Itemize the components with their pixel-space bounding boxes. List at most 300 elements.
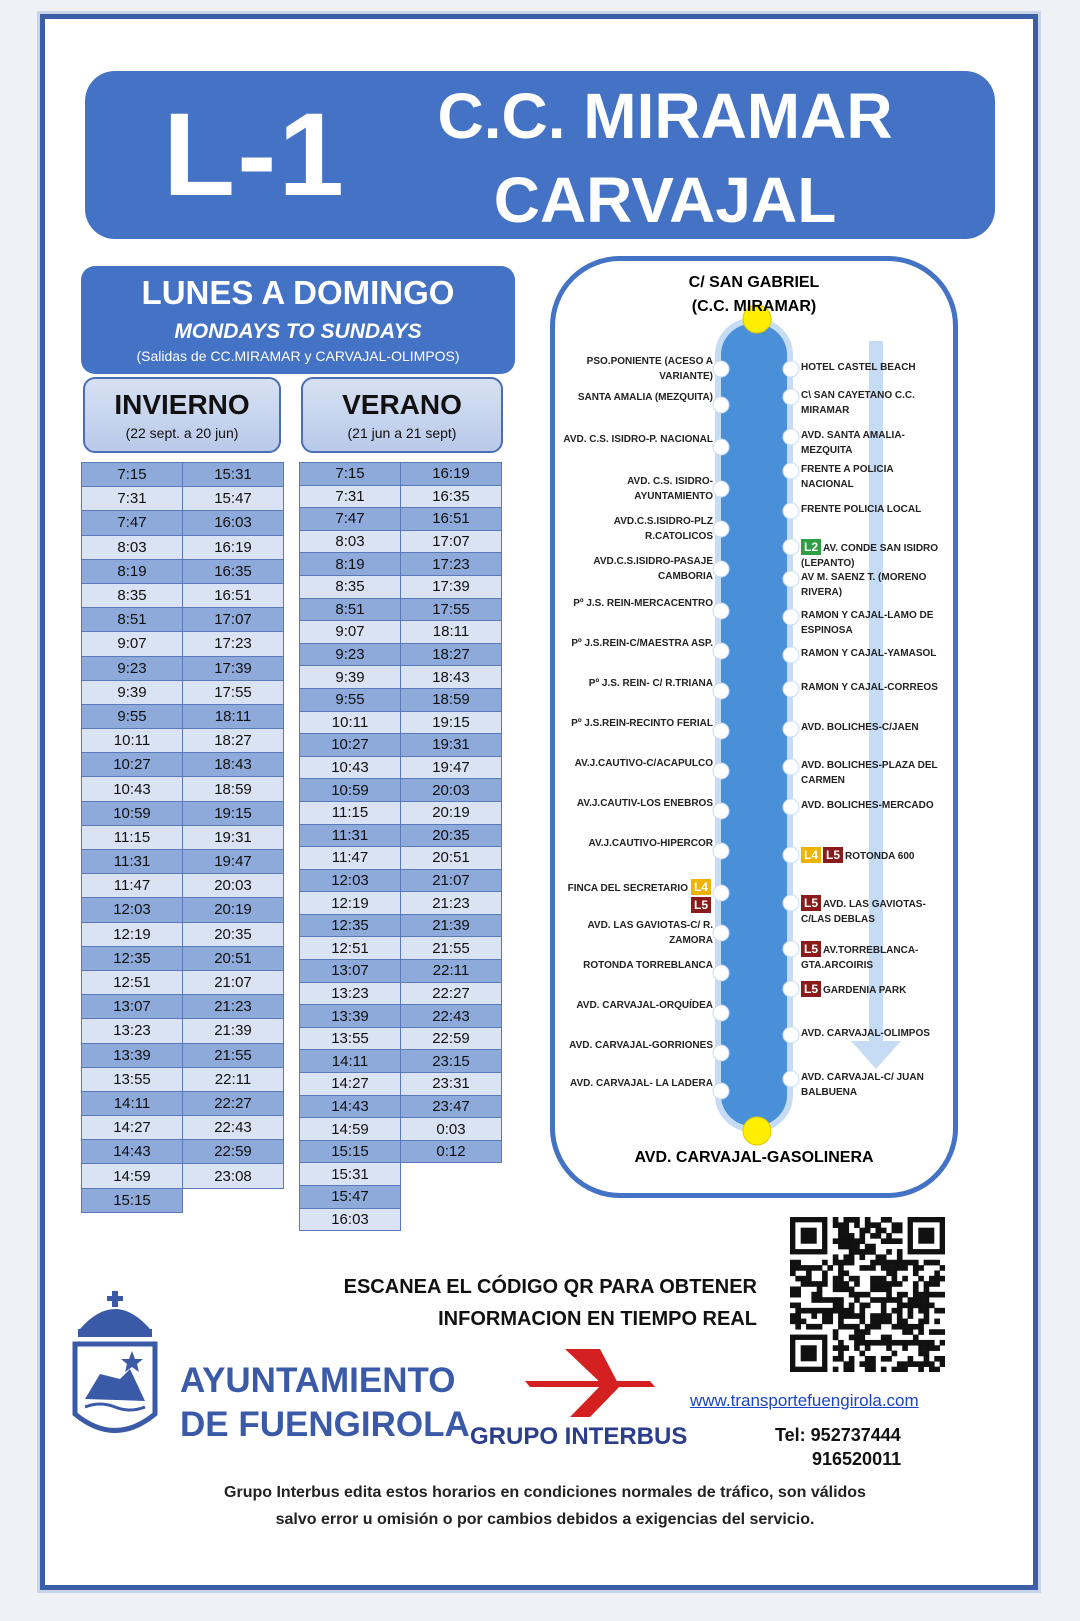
- stop-label: AVD. CARVAJAL-OLIMPOS: [801, 1028, 930, 1039]
- departure-time: 18:43: [401, 666, 502, 689]
- stop-label: AVD. CARVAJAL-ORQUÍDEA: [576, 1000, 713, 1011]
- stop-label: AVD. C.S. ISIDRO-P. NACIONAL: [563, 434, 713, 445]
- stop-marker: [713, 885, 729, 901]
- stop-label: AVD. SANTA AMALIA-MEZQUITA: [801, 430, 905, 456]
- departure-time: 12:19: [300, 892, 401, 915]
- departure-time: 16:51: [183, 583, 284, 607]
- table-row: [82, 1164, 284, 1188]
- departure-time: 10:59: [300, 779, 401, 802]
- departure-time: 9:07: [82, 632, 183, 656]
- stop-marker: [783, 981, 799, 997]
- departure-time: 20:19: [401, 801, 502, 824]
- table-row: [82, 1091, 284, 1115]
- departure-time: 17:39: [401, 575, 502, 598]
- stop-label: PSO.PONIENTE (ACESO A VARIANTE): [586, 356, 713, 382]
- departure-time: [183, 1188, 284, 1212]
- departure-time: 12:03: [300, 869, 401, 892]
- stop-label: SANTA AMALIA (MEZQUITA): [577, 392, 713, 403]
- table-row: [300, 847, 502, 870]
- table-row: [300, 1005, 502, 1028]
- departure-time: 15:31: [183, 463, 284, 487]
- departure-time: 16:19: [401, 463, 502, 486]
- stop-label: Pº J.S.REIN-RECINTO FERIAL: [571, 718, 713, 729]
- departure-time: 15:15: [300, 1140, 401, 1163]
- stop-label: ROTONDA TORREBLANCA: [583, 960, 713, 971]
- phone-1: Tel: 952737444: [775, 1425, 901, 1445]
- connection-badge: L2: [801, 539, 821, 555]
- stop-label: AVD. C.S. ISIDRO-AYUNTAMIENTO: [627, 476, 713, 502]
- table-row: [300, 688, 502, 711]
- table-row: [82, 583, 284, 607]
- municipality-name: AYUNTAMIENTO DE FUENGIROLA: [180, 1361, 470, 1444]
- table-row: [300, 553, 502, 576]
- table-row: [300, 530, 502, 553]
- interbus-name: GRUPO INTERBUS: [470, 1423, 688, 1450]
- departure-time: 23:31: [401, 1073, 502, 1096]
- stop-marker: [783, 571, 799, 587]
- stop-marker: [783, 759, 799, 775]
- stop-marker: [783, 503, 799, 519]
- table-row: [300, 1118, 502, 1141]
- service-days: [81, 266, 515, 374]
- stop-marker: [713, 925, 729, 941]
- coat-of-arms-icon: [70, 1289, 160, 1449]
- connection-badge: L5: [691, 897, 711, 913]
- departure-time: 17:55: [401, 598, 502, 621]
- connection-badge: L5: [801, 981, 821, 997]
- table-row: [300, 756, 502, 779]
- table-row: [82, 559, 284, 583]
- table-row: [82, 777, 284, 801]
- departure-time: 15:15: [82, 1188, 183, 1212]
- departure-time: 23:47: [401, 1095, 502, 1118]
- table-row: [82, 632, 284, 656]
- connection-badge: L5: [801, 941, 821, 957]
- departure-time: 22:59: [401, 1027, 502, 1050]
- departure-time: 18:27: [401, 643, 502, 666]
- summer-title: VERANO: [342, 389, 462, 420]
- stop-label: AV.J.CAUTIV-LOS ENEBROS: [576, 798, 713, 809]
- departure-time: 7:47: [300, 508, 401, 531]
- departure-time: 7:15: [82, 463, 183, 487]
- departure-time: 11:15: [300, 801, 401, 824]
- table-row: [300, 1073, 502, 1096]
- departure-time: 13:55: [300, 1027, 401, 1050]
- departure-time: 9:39: [82, 680, 183, 704]
- phone-2: 916520011: [812, 1449, 902, 1469]
- departure-time: 23:15: [401, 1050, 502, 1073]
- table-row: [82, 801, 284, 825]
- table-row: [82, 1043, 284, 1067]
- departure-time: 12:51: [300, 937, 401, 960]
- departure-time: 17:55: [183, 680, 284, 704]
- departure-time: 15:47: [183, 487, 284, 511]
- destination-2: CARVAJAL: [493, 164, 837, 236]
- table-row: [300, 982, 502, 1005]
- stop-marker: [713, 1005, 729, 1021]
- departure-time: 8:03: [82, 535, 183, 559]
- departure-time: 9:55: [300, 688, 401, 711]
- stop-marker: [783, 361, 799, 377]
- stop-label: AVD. CARVAJAL-GORRIONES: [569, 1040, 713, 1051]
- departure-time: 13:23: [82, 1019, 183, 1043]
- departure-time: 10:59: [82, 801, 183, 825]
- summer-dates: (21 jun a 21 sept): [347, 425, 457, 441]
- table-row: [300, 1140, 502, 1163]
- departure-time: 13:39: [82, 1043, 183, 1067]
- departure-time: 17:23: [183, 632, 284, 656]
- stop-label: AVD. BOLICHES-C/JAEN: [801, 722, 919, 733]
- departure-time: 19:15: [401, 711, 502, 734]
- departure-time: 20:19: [183, 898, 284, 922]
- departure-time: 14:11: [300, 1050, 401, 1073]
- departure-time: 8:51: [300, 598, 401, 621]
- departure-time: 15:31: [300, 1163, 401, 1186]
- stop-marker: [713, 561, 729, 577]
- days-en: MONDAYS TO SUNDAYS: [174, 320, 422, 343]
- stop-label: Pº J.S. REIN- C/ R.TRIANA: [588, 678, 713, 689]
- departure-time: 10:43: [300, 756, 401, 779]
- departure-time: 19:31: [183, 825, 284, 849]
- table-row: [82, 825, 284, 849]
- winter-timetable: [81, 462, 284, 1213]
- departure-time: 18:11: [401, 621, 502, 644]
- table-row: [300, 937, 502, 960]
- winter-dates: (22 sept. a 20 jun): [125, 425, 239, 441]
- table-row: [300, 598, 502, 621]
- stop-marker: [713, 643, 729, 659]
- route-map: [550, 256, 958, 1198]
- stop-marker: [713, 521, 729, 537]
- stop-label: FINCA DEL SECRETARIO L4L5: [555, 879, 713, 914]
- stop-marker: [783, 721, 799, 737]
- stop-marker: [783, 847, 799, 863]
- direction-arrowhead: [851, 1041, 901, 1069]
- departure-time: 13:07: [300, 960, 401, 983]
- departure-time: [401, 1186, 502, 1209]
- departure-time: 10:11: [82, 729, 183, 753]
- table-row: [300, 1208, 502, 1231]
- stop-label: AVD.C.S.ISIDRO-PLZ R.CATOLICOS: [613, 516, 713, 542]
- departure-time: 22:11: [183, 1067, 284, 1091]
- departure-time: 7:31: [300, 485, 401, 508]
- departure-time: 8:19: [300, 553, 401, 576]
- table-row: [300, 621, 502, 644]
- table-row: [82, 946, 284, 970]
- stop-marker: [713, 481, 729, 497]
- route-line: [718, 321, 790, 1129]
- stop-label: AVD.C.S.ISIDRO-PASAJE CAMBORIA: [593, 556, 713, 582]
- line-code: L-1: [163, 89, 346, 221]
- departure-time: 8:03: [300, 530, 401, 553]
- departure-time: 22:27: [183, 1091, 284, 1115]
- stop-label: AVD. BOLICHES-MERCADO: [801, 800, 934, 811]
- stop-marker: [783, 463, 799, 479]
- stop-marker: [783, 429, 799, 445]
- table-row: [300, 779, 502, 802]
- departure-time: 12:51: [82, 970, 183, 994]
- table-row: [82, 463, 284, 487]
- departure-time: 7:47: [82, 511, 183, 535]
- stop-label: L5 AV.TORREBLANCA-GTA.ARCOIRIS: [801, 942, 919, 971]
- table-row: [82, 850, 284, 874]
- departure-time: 17:07: [183, 608, 284, 632]
- table-row: [300, 711, 502, 734]
- table-row: [82, 608, 284, 632]
- stop-marker: [713, 439, 729, 455]
- departure-time: 11:31: [82, 850, 183, 874]
- stop-label: AV.J.CAUTIVO-C/ACAPULCO: [574, 758, 713, 769]
- table-row: [82, 1188, 284, 1212]
- stop-marker: [783, 1071, 799, 1087]
- table-row: [82, 1140, 284, 1164]
- stop-marker: [713, 683, 729, 699]
- departure-time: 18:27: [183, 729, 284, 753]
- stop-label: Pº J.S. REIN-MERCACENTRO: [573, 598, 713, 609]
- departure-time: 22:27: [401, 982, 502, 1005]
- stop-marker: [713, 361, 729, 377]
- stop-marker: [783, 647, 799, 663]
- table-row: [82, 753, 284, 777]
- table-row: [300, 575, 502, 598]
- table-row: [82, 535, 284, 559]
- table-row: [300, 960, 502, 983]
- stop-marker: [783, 389, 799, 405]
- departure-time: 10:27: [300, 734, 401, 757]
- departure-time: 9:07: [300, 621, 401, 644]
- stop-marker: [713, 397, 729, 413]
- departure-time: 13:07: [82, 995, 183, 1019]
- stop-label: FRENTE POLICIA LOCAL: [801, 504, 922, 515]
- line-header: [85, 71, 995, 239]
- departure-time: 14:43: [300, 1095, 401, 1118]
- departure-time: 21:23: [183, 995, 284, 1019]
- departure-time: 19:47: [183, 850, 284, 874]
- departure-time: 20:35: [401, 824, 502, 847]
- departure-time: 11:47: [300, 847, 401, 870]
- route-end: AVD. CARVAJAL-GASOLINERA: [634, 1149, 874, 1166]
- departure-time: 17:23: [401, 553, 502, 576]
- departure-time: 0:12: [401, 1140, 502, 1163]
- departure-time: 12:35: [300, 914, 401, 937]
- stop-label: C\ SAN CAYETANO C.C. MIRAMAR: [801, 390, 915, 416]
- table-row: [300, 643, 502, 666]
- stop-marker: [713, 965, 729, 981]
- table-row: [300, 824, 502, 847]
- stop-label: FRENTE A POLICIA NACIONAL: [801, 464, 894, 490]
- departure-time: 23:08: [183, 1164, 284, 1188]
- connection-badge: L4: [691, 879, 711, 895]
- stop-marker: [783, 609, 799, 625]
- departure-time: 17:39: [183, 656, 284, 680]
- table-row: [300, 1095, 502, 1118]
- table-row: [82, 487, 284, 511]
- stop-label: AV.J.CAUTIVO-HIPERCOR: [588, 838, 713, 849]
- stop-marker: [783, 799, 799, 815]
- departure-time: 13:39: [300, 1005, 401, 1028]
- departure-time: [401, 1208, 502, 1231]
- departure-time: 17:07: [401, 530, 502, 553]
- departure-time: 20:51: [401, 847, 502, 870]
- departure-time: 14:11: [82, 1091, 183, 1115]
- departure-time: 14:43: [82, 1140, 183, 1164]
- stop-marker: [783, 681, 799, 697]
- departure-time: 18:11: [183, 704, 284, 728]
- stop-marker: [713, 1083, 729, 1099]
- table-row: [82, 874, 284, 898]
- stop-label: AVD. CARVAJAL-C/ JUAN BALBUENA: [801, 1072, 924, 1098]
- table-row: [82, 1019, 284, 1043]
- departure-time: 7:31: [82, 487, 183, 511]
- days-es: LUNES A DOMINGO: [141, 274, 455, 311]
- departure-time: 21:39: [183, 1019, 284, 1043]
- stop-marker: [783, 1027, 799, 1043]
- departure-time: 10:43: [82, 777, 183, 801]
- stop-label: L4 L5 ROTONDA 600: [801, 847, 947, 865]
- departure-time: 9:23: [82, 656, 183, 680]
- table-row: [82, 680, 284, 704]
- table-row: [82, 1067, 284, 1091]
- departure-time: 10:11: [300, 711, 401, 734]
- departure-time: 22:43: [183, 1116, 284, 1140]
- departure-time: [401, 1163, 502, 1186]
- departure-time: 18:59: [401, 688, 502, 711]
- table-row: [300, 1163, 502, 1186]
- departure-time: 16:35: [401, 485, 502, 508]
- departure-time: 19:15: [183, 801, 284, 825]
- route-start: C/ SAN GABRIEL (C.C. MIRAMAR): [688, 274, 820, 315]
- winter-header: [83, 377, 281, 453]
- stop-label: AVD. CARVAJAL- LA LADERA: [570, 1078, 713, 1089]
- stop-label: HOTEL CASTEL BEACH: [801, 362, 916, 373]
- departure-time: 21:07: [401, 869, 502, 892]
- stop-label: AV M. SAENZ T. (MORENO RIVERA): [801, 572, 927, 598]
- departure-time: 19:31: [401, 734, 502, 757]
- departure-time: 9:23: [300, 643, 401, 666]
- table-row: [300, 463, 502, 486]
- stop-label: Pº J.S.REIN-C/MAESTRA ASP.: [571, 638, 713, 649]
- destination-1: C.C. MIRAMAR: [437, 80, 893, 152]
- departure-time: 16:03: [183, 511, 284, 535]
- departure-time: 13:23: [300, 982, 401, 1005]
- days-note: (Salidas de CC.MIRAMAR y CARVAJAL-OLIMPOS): [136, 348, 460, 364]
- table-row: [82, 995, 284, 1019]
- departure-time: 10:27: [82, 753, 183, 777]
- departure-time: 15:47: [300, 1186, 401, 1209]
- departure-time: 14:59: [300, 1118, 401, 1141]
- departure-time: 22:43: [401, 1005, 502, 1028]
- departure-time: 21:07: [183, 970, 284, 994]
- departure-time: 12:35: [82, 946, 183, 970]
- departure-time: 13:55: [82, 1067, 183, 1091]
- departure-time: 9:55: [82, 704, 183, 728]
- departure-time: 12:19: [82, 922, 183, 946]
- qr-code[interactable]: [790, 1217, 945, 1372]
- table-row: [82, 656, 284, 680]
- departure-time: 20:35: [183, 922, 284, 946]
- departure-time: 8:35: [82, 583, 183, 607]
- departure-time: 21:23: [401, 892, 502, 915]
- website-link[interactable]: www.transportefuengirola.com: [690, 1391, 919, 1410]
- disclaimer: Grupo Interbus edita estos horarios en condiciones normales de tráfico, son válidos salvo error u omisión o por cambios debidos a exigencias del servicio.: [224, 1484, 866, 1528]
- table-row: [82, 704, 284, 728]
- table-row: [82, 729, 284, 753]
- stop-marker: [783, 539, 799, 555]
- table-row: [82, 898, 284, 922]
- departure-time: 16:03: [300, 1208, 401, 1231]
- departure-time: 19:47: [401, 756, 502, 779]
- stop-marker: [713, 603, 729, 619]
- departure-time: 11:15: [82, 825, 183, 849]
- stop-marker: [713, 723, 729, 739]
- departure-time: 11:31: [300, 824, 401, 847]
- departure-time: 8:19: [82, 559, 183, 583]
- stop-label: L5 AVD. LAS GAVIOTAS-C/LAS DEBLAS: [801, 896, 926, 925]
- table-row: [300, 485, 502, 508]
- table-row: [82, 1116, 284, 1140]
- stop-label: L2 AV. CONDE SAN ISIDRO (LEPANTO): [801, 540, 939, 569]
- departure-time: 20:03: [183, 874, 284, 898]
- table-row: [300, 734, 502, 757]
- departure-time: 18:43: [183, 753, 284, 777]
- departure-time: 14:27: [82, 1116, 183, 1140]
- departure-time: 9:39: [300, 666, 401, 689]
- departure-time: 22:59: [183, 1140, 284, 1164]
- departure-time: 21:39: [401, 914, 502, 937]
- connection-badge: L5: [801, 895, 821, 911]
- departure-time: 14:27: [300, 1073, 401, 1096]
- departure-time: 20:03: [401, 779, 502, 802]
- table-row: [300, 1050, 502, 1073]
- summer-header: [301, 377, 503, 453]
- stop-marker: [713, 1045, 729, 1061]
- stop-marker: [713, 763, 729, 779]
- connection-badge: L4: [801, 847, 821, 863]
- table-row: [300, 1186, 502, 1209]
- departure-time: 22:11: [401, 960, 502, 983]
- qr-caption: ESCANEA EL CÓDIGO QR PARA OBTENER INFORMACION EN TIEMPO REAL: [343, 1276, 757, 1330]
- stop-label: RAMON Y CAJAL-YAMASOL: [801, 648, 937, 659]
- stop-label: L5 GARDENIA PARK: [801, 981, 947, 999]
- stop-marker: [713, 803, 729, 819]
- departure-time: 21:55: [183, 1043, 284, 1067]
- departure-time: 8:35: [300, 575, 401, 598]
- departure-time: 16:51: [401, 508, 502, 531]
- departure-time: 12:03: [82, 898, 183, 922]
- departure-time: 20:51: [183, 946, 284, 970]
- terminal-end-icon: [743, 1117, 771, 1145]
- connection-badge: L5: [823, 847, 843, 863]
- stop-label: RAMON Y CAJAL-LAMO DE ESPINOSA: [801, 610, 934, 636]
- departure-time: 18:59: [183, 777, 284, 801]
- table-row: [300, 1027, 502, 1050]
- table-row: [300, 666, 502, 689]
- table-row: [82, 922, 284, 946]
- stop-label: AVD. LAS GAVIOTAS-C/ R. ZAMORA: [587, 920, 713, 946]
- table-row: [300, 869, 502, 892]
- departure-time: 7:15: [300, 463, 401, 486]
- stop-label: AVD. BOLICHES-PLAZA DEL CARMEN: [801, 760, 938, 786]
- table-row: [300, 892, 502, 915]
- summer-timetable: [299, 462, 502, 1231]
- stop-marker: [713, 843, 729, 859]
- departure-time: 14:59: [82, 1164, 183, 1188]
- departure-time: 0:03: [401, 1118, 502, 1141]
- table-row: [300, 914, 502, 937]
- stop-marker: [783, 895, 799, 911]
- departure-time: 21:55: [401, 937, 502, 960]
- table-row: [82, 970, 284, 994]
